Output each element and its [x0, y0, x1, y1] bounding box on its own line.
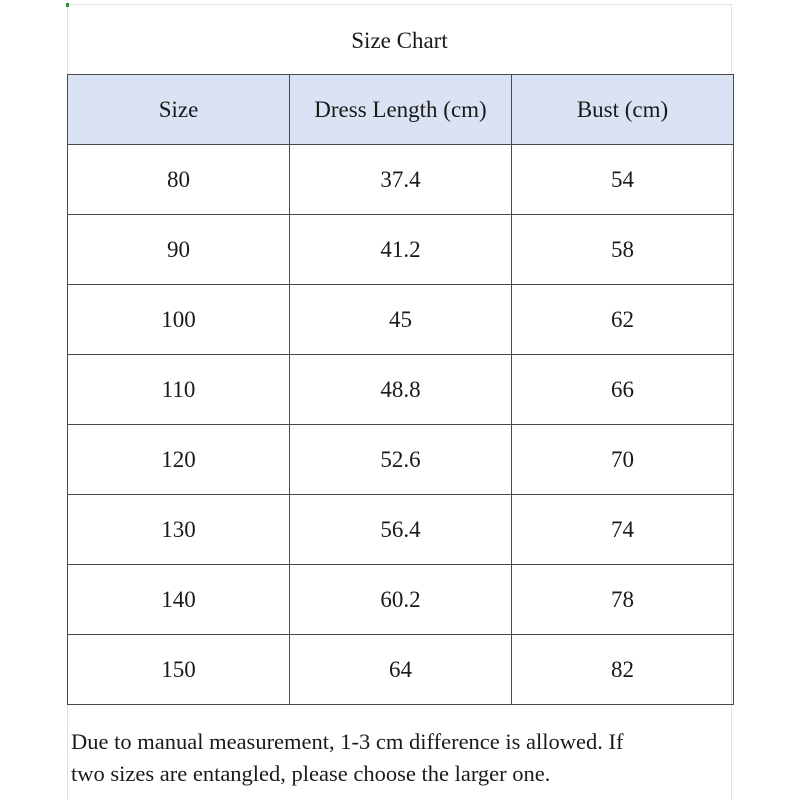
cell-dress-length: 41.2: [290, 215, 512, 285]
header-size: Size: [68, 75, 290, 145]
cell-bust: 62: [512, 285, 734, 355]
cell-dress-length: 64: [290, 635, 512, 705]
cell-bust: 58: [512, 215, 734, 285]
note-line-1: Due to manual measurement, 1-3 cm difference is allowed. If: [71, 729, 624, 754]
cell-bust: 54: [512, 145, 734, 215]
cell-dress-length: 52.6: [290, 425, 512, 495]
table-row: [68, 285, 734, 355]
note-line-2: two sizes are entangled, please choose the larger one.: [71, 761, 551, 786]
cell-size: 110: [68, 355, 290, 425]
cell-size: 90: [68, 215, 290, 285]
cell-bust: 66: [512, 355, 734, 425]
cell-size: 80: [68, 145, 290, 215]
corner-mark: [66, 3, 69, 7]
table-row: [68, 495, 734, 565]
table-row: [68, 215, 734, 285]
table-row: [68, 635, 734, 705]
measurement-note: [71, 726, 727, 790]
table-row: [68, 355, 734, 425]
cell-dress-length: 37.4: [290, 145, 512, 215]
cell-bust: 74: [512, 495, 734, 565]
header-dress-length: Dress Length (cm): [290, 75, 512, 145]
size-table: [67, 74, 734, 705]
cell-dress-length: 45: [290, 285, 512, 355]
table-row: [68, 145, 734, 215]
table-row: [68, 425, 734, 495]
cell-size: 130: [68, 495, 290, 565]
table-row: [68, 565, 734, 635]
cell-size: 140: [68, 565, 290, 635]
header-row: [68, 75, 734, 145]
cell-size: 120: [68, 425, 290, 495]
cell-dress-length: 60.2: [290, 565, 512, 635]
cell-bust: 70: [512, 425, 734, 495]
cell-size: 150: [68, 635, 290, 705]
chart-title: Size Chart: [351, 28, 448, 53]
cell-dress-length: 48.8: [290, 355, 512, 425]
cell-dress-length: 56.4: [290, 495, 512, 565]
cell-size: 100: [68, 285, 290, 355]
cell-bust: 78: [512, 565, 734, 635]
cell-bust: 82: [512, 635, 734, 705]
header-bust: Bust (cm): [512, 75, 734, 145]
